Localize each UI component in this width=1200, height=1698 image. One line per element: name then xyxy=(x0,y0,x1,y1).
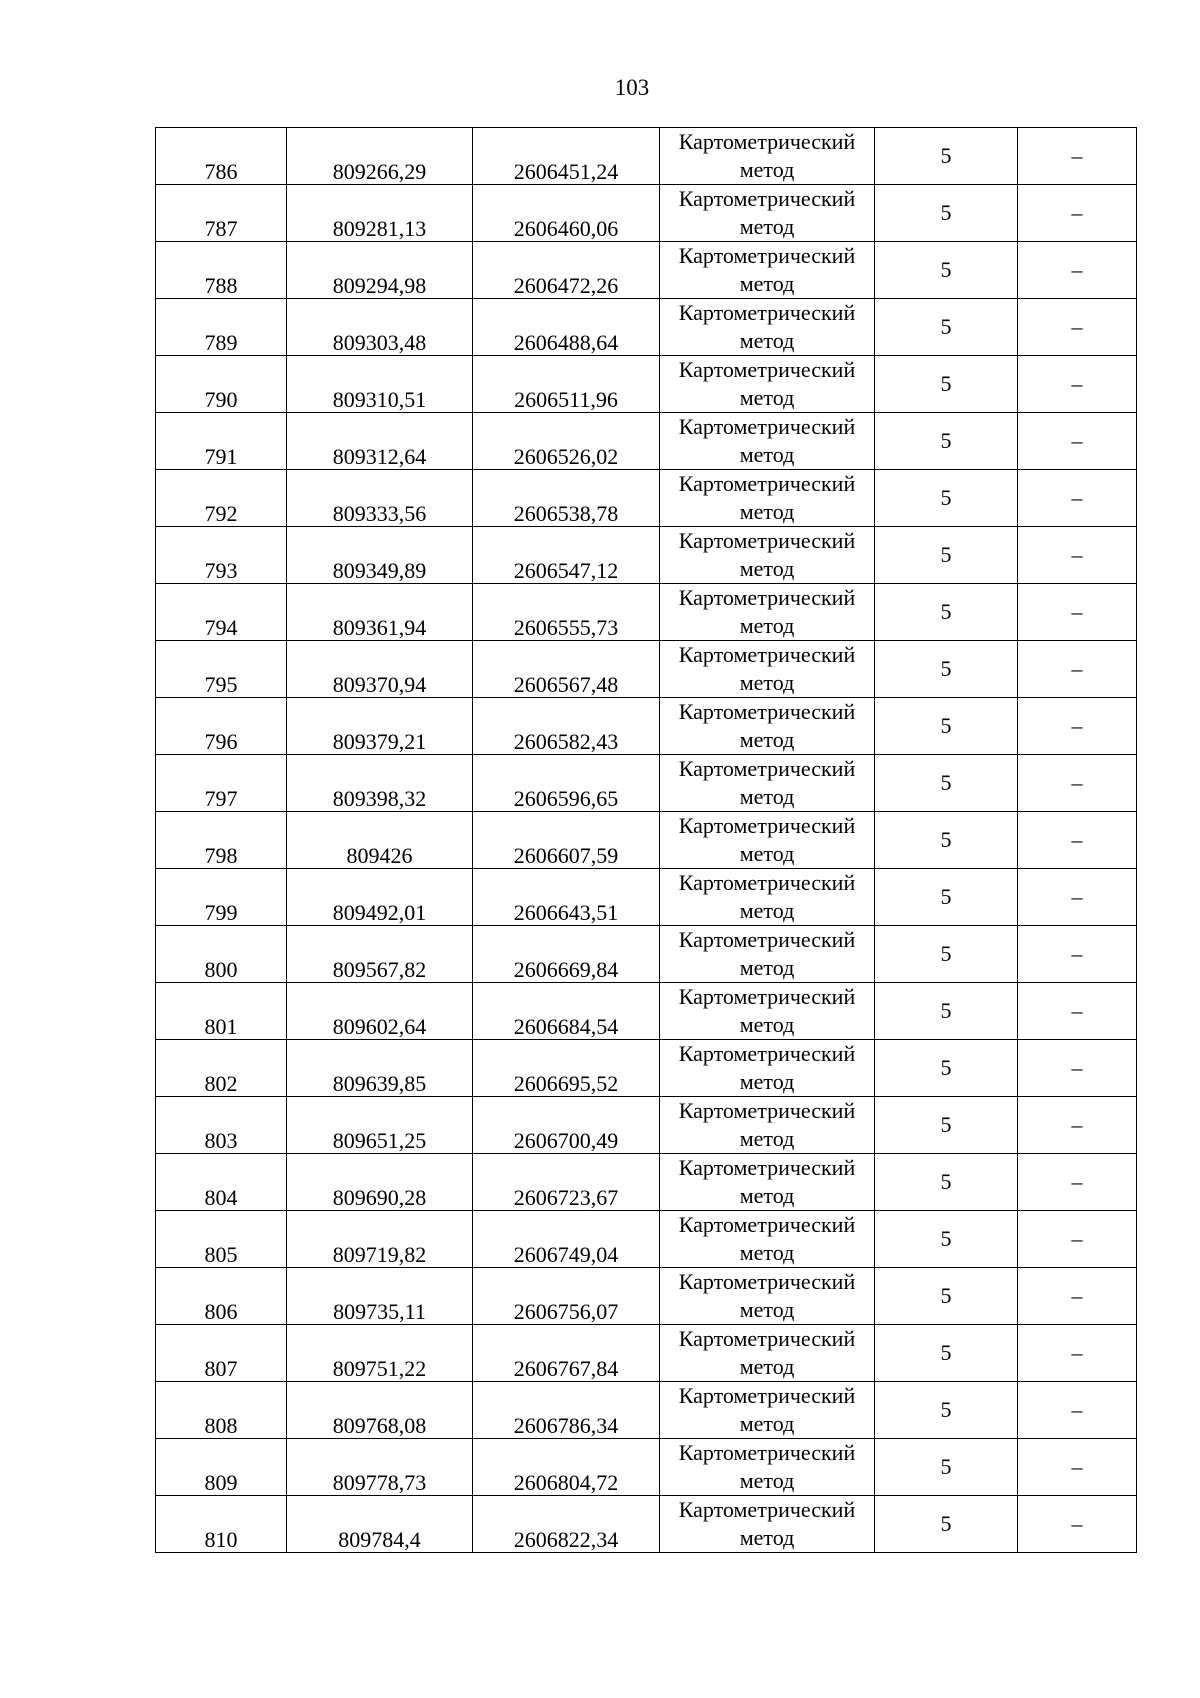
method-line-1: Картометрический xyxy=(678,300,856,325)
description-cell: – xyxy=(1018,584,1137,641)
precision-cell: 5 xyxy=(875,1382,1018,1439)
x-coordinate-cell: 809294,98 xyxy=(287,242,473,299)
x-coordinate-cell: 809567,82 xyxy=(287,926,473,983)
method-line-1: Картометрический xyxy=(678,528,856,553)
x-coordinate-cell: 809639,85 xyxy=(287,1040,473,1097)
table-row xyxy=(156,128,1137,185)
method-cell xyxy=(660,1211,875,1268)
method-line-2: метод xyxy=(739,727,795,752)
y-coordinate-cell: 2606582,43 xyxy=(473,698,660,755)
method-line-2: метод xyxy=(739,328,795,353)
y-coordinate-cell: 2606538,78 xyxy=(473,470,660,527)
x-coordinate-cell: 809778,73 xyxy=(287,1439,473,1496)
method-line-1: Картометрический xyxy=(678,414,856,439)
table-row xyxy=(156,1268,1137,1325)
x-coordinate-cell: 809751,22 xyxy=(287,1325,473,1382)
point-number-cell: 799 xyxy=(156,869,287,926)
x-coordinate-cell: 809312,64 xyxy=(287,413,473,470)
method-line-2: метод xyxy=(739,1240,795,1265)
x-coordinate-cell: 809361,94 xyxy=(287,584,473,641)
point-number-cell: 798 xyxy=(156,812,287,869)
method-line-1: Картометрический xyxy=(678,585,856,610)
x-coordinate-cell: 809735,11 xyxy=(287,1268,473,1325)
precision-cell: 5 xyxy=(875,983,1018,1040)
coordinates-table xyxy=(155,127,1137,1553)
description-cell: – xyxy=(1018,641,1137,698)
point-number-cell: 809 xyxy=(156,1439,287,1496)
x-coordinate-cell: 809492,01 xyxy=(287,869,473,926)
table-row xyxy=(156,584,1137,641)
method-cell xyxy=(660,698,875,755)
x-coordinate-cell: 809398,32 xyxy=(287,755,473,812)
y-coordinate-cell: 2606488,64 xyxy=(473,299,660,356)
method-cell xyxy=(660,1382,875,1439)
method-line-2: метод xyxy=(739,613,795,638)
y-coordinate-cell: 2606567,48 xyxy=(473,641,660,698)
point-number-cell: 803 xyxy=(156,1097,287,1154)
method-cell xyxy=(660,1325,875,1382)
point-number-cell: 805 xyxy=(156,1211,287,1268)
x-coordinate-cell: 809651,25 xyxy=(287,1097,473,1154)
description-cell: – xyxy=(1018,1496,1137,1553)
precision-cell: 5 xyxy=(875,584,1018,641)
method-line-2: метод xyxy=(739,784,795,809)
y-coordinate-cell: 2606756,07 xyxy=(473,1268,660,1325)
point-number-cell: 796 xyxy=(156,698,287,755)
method-line-1: Картометрический xyxy=(678,1098,856,1123)
description-cell: – xyxy=(1018,185,1137,242)
y-coordinate-cell: 2606723,67 xyxy=(473,1154,660,1211)
method-line-1: Картометрический xyxy=(678,1041,856,1066)
method-line-2: метод xyxy=(739,1354,795,1379)
y-coordinate-cell: 2606695,52 xyxy=(473,1040,660,1097)
method-line-1: Картометрический xyxy=(678,1383,856,1408)
table-row xyxy=(156,1211,1137,1268)
method-line-1: Картометрический xyxy=(678,699,856,724)
x-coordinate-cell: 809768,08 xyxy=(287,1382,473,1439)
description-cell: – xyxy=(1018,1382,1137,1439)
precision-cell: 5 xyxy=(875,1439,1018,1496)
description-cell: – xyxy=(1018,470,1137,527)
method-line-1: Картометрический xyxy=(678,927,856,952)
method-cell xyxy=(660,983,875,1040)
x-coordinate-cell: 809690,28 xyxy=(287,1154,473,1211)
description-cell: – xyxy=(1018,1040,1137,1097)
point-number-cell: 792 xyxy=(156,470,287,527)
y-coordinate-cell: 2606786,34 xyxy=(473,1382,660,1439)
point-number-cell: 788 xyxy=(156,242,287,299)
method-cell xyxy=(660,755,875,812)
method-line-1: Картометрический xyxy=(678,243,856,268)
y-coordinate-cell: 2606804,72 xyxy=(473,1439,660,1496)
method-line-1: Картометрический xyxy=(678,870,856,895)
description-cell: – xyxy=(1018,869,1137,926)
x-coordinate-cell: 809310,51 xyxy=(287,356,473,413)
table-row xyxy=(156,1439,1137,1496)
precision-cell: 5 xyxy=(875,128,1018,185)
precision-cell: 5 xyxy=(875,1268,1018,1325)
precision-cell: 5 xyxy=(875,1040,1018,1097)
y-coordinate-cell: 2606749,04 xyxy=(473,1211,660,1268)
point-number-cell: 806 xyxy=(156,1268,287,1325)
point-number-cell: 801 xyxy=(156,983,287,1040)
method-cell xyxy=(660,527,875,584)
method-cell xyxy=(660,926,875,983)
method-cell xyxy=(660,470,875,527)
x-coordinate-cell: 809266,29 xyxy=(287,128,473,185)
table-row xyxy=(156,1097,1137,1154)
point-number-cell: 807 xyxy=(156,1325,287,1382)
method-cell xyxy=(660,1439,875,1496)
method-cell xyxy=(660,299,875,356)
method-line-1: Картометрический xyxy=(678,186,856,211)
method-line-2: метод xyxy=(739,1126,795,1151)
precision-cell: 5 xyxy=(875,299,1018,356)
x-coordinate-cell: 809370,94 xyxy=(287,641,473,698)
precision-cell: 5 xyxy=(875,755,1018,812)
precision-cell: 5 xyxy=(875,527,1018,584)
point-number-cell: 802 xyxy=(156,1040,287,1097)
method-cell xyxy=(660,242,875,299)
y-coordinate-cell: 2606555,73 xyxy=(473,584,660,641)
x-coordinate-cell: 809281,13 xyxy=(287,185,473,242)
x-coordinate-cell: 809303,48 xyxy=(287,299,473,356)
precision-cell: 5 xyxy=(875,1325,1018,1382)
method-line-2: метод xyxy=(739,214,795,239)
y-coordinate-cell: 2606547,12 xyxy=(473,527,660,584)
table-row xyxy=(156,242,1137,299)
precision-cell: 5 xyxy=(875,812,1018,869)
precision-cell: 5 xyxy=(875,242,1018,299)
table-row xyxy=(156,1040,1137,1097)
method-line-2: метод xyxy=(739,385,795,410)
precision-cell: 5 xyxy=(875,1097,1018,1154)
method-cell xyxy=(660,869,875,926)
point-number-cell: 786 xyxy=(156,128,287,185)
method-cell xyxy=(660,1040,875,1097)
x-coordinate-cell: 809379,21 xyxy=(287,698,473,755)
precision-cell: 5 xyxy=(875,413,1018,470)
method-cell xyxy=(660,584,875,641)
method-line-1: Картометрический xyxy=(678,1212,856,1237)
method-line-2: метод xyxy=(739,1525,795,1550)
y-coordinate-cell: 2606643,51 xyxy=(473,869,660,926)
x-coordinate-cell: 809784,4 xyxy=(287,1496,473,1553)
method-line-1: Картометрический xyxy=(678,1440,856,1465)
description-cell: – xyxy=(1018,812,1137,869)
table-row xyxy=(156,1325,1137,1382)
description-cell: – xyxy=(1018,242,1137,299)
y-coordinate-cell: 2606669,84 xyxy=(473,926,660,983)
method-cell xyxy=(660,1268,875,1325)
table-row xyxy=(156,983,1137,1040)
method-line-2: метод xyxy=(739,1411,795,1436)
description-cell: – xyxy=(1018,1268,1137,1325)
precision-cell: 5 xyxy=(875,641,1018,698)
coordinates-table-body xyxy=(156,128,1137,1553)
description-cell: – xyxy=(1018,413,1137,470)
description-cell: – xyxy=(1018,299,1137,356)
point-number-cell: 795 xyxy=(156,641,287,698)
method-line-2: метод xyxy=(739,670,795,695)
table-row xyxy=(156,470,1137,527)
y-coordinate-cell: 2606684,54 xyxy=(473,983,660,1040)
table-row xyxy=(156,1154,1137,1211)
table-row xyxy=(156,641,1137,698)
y-coordinate-cell: 2606767,84 xyxy=(473,1325,660,1382)
point-number-cell: 808 xyxy=(156,1382,287,1439)
x-coordinate-cell: 809426 xyxy=(287,812,473,869)
y-coordinate-cell: 2606472,26 xyxy=(473,242,660,299)
method-cell xyxy=(660,185,875,242)
precision-cell: 5 xyxy=(875,1211,1018,1268)
precision-cell: 5 xyxy=(875,1154,1018,1211)
x-coordinate-cell: 809719,82 xyxy=(287,1211,473,1268)
method-line-1: Картометрический xyxy=(678,984,856,1009)
method-line-2: метод xyxy=(739,442,795,467)
method-line-2: метод xyxy=(739,271,795,296)
method-cell xyxy=(660,641,875,698)
method-line-1: Картометрический xyxy=(678,357,856,382)
y-coordinate-cell: 2606822,34 xyxy=(473,1496,660,1553)
method-line-2: метод xyxy=(739,157,795,182)
description-cell: – xyxy=(1018,983,1137,1040)
precision-cell: 5 xyxy=(875,926,1018,983)
table-row xyxy=(156,1382,1137,1439)
method-line-1: Картометрический xyxy=(678,1326,856,1351)
method-line-1: Картометрический xyxy=(678,642,856,667)
precision-cell: 5 xyxy=(875,1496,1018,1553)
method-line-1: Картометрический xyxy=(678,756,856,781)
method-line-2: метод xyxy=(739,1069,795,1094)
method-cell xyxy=(660,413,875,470)
description-cell: – xyxy=(1018,926,1137,983)
point-number-cell: 800 xyxy=(156,926,287,983)
method-line-2: метод xyxy=(739,955,795,980)
method-cell xyxy=(660,1154,875,1211)
point-number-cell: 794 xyxy=(156,584,287,641)
y-coordinate-cell: 2606511,96 xyxy=(473,356,660,413)
method-line-2: метод xyxy=(739,1183,795,1208)
method-line-1: Картометрический xyxy=(678,1269,856,1294)
point-number-cell: 804 xyxy=(156,1154,287,1211)
y-coordinate-cell: 2606700,49 xyxy=(473,1097,660,1154)
method-line-2: метод xyxy=(739,898,795,923)
y-coordinate-cell: 2606451,24 xyxy=(473,128,660,185)
method-line-1: Картометрический xyxy=(678,1497,856,1522)
method-line-1: Картометрический xyxy=(678,1155,856,1180)
y-coordinate-cell: 2606607,59 xyxy=(473,812,660,869)
table-row xyxy=(156,527,1137,584)
table-row xyxy=(156,755,1137,812)
method-line-2: метод xyxy=(739,1468,795,1493)
method-cell xyxy=(660,1496,875,1553)
method-line-2: метод xyxy=(739,499,795,524)
y-coordinate-cell: 2606596,65 xyxy=(473,755,660,812)
method-line-1: Картометрический xyxy=(678,471,856,496)
table-row xyxy=(156,698,1137,755)
precision-cell: 5 xyxy=(875,698,1018,755)
description-cell: – xyxy=(1018,356,1137,413)
table-row xyxy=(156,869,1137,926)
description-cell: – xyxy=(1018,755,1137,812)
method-cell xyxy=(660,1097,875,1154)
table-row xyxy=(156,413,1137,470)
point-number-cell: 790 xyxy=(156,356,287,413)
description-cell: – xyxy=(1018,527,1137,584)
x-coordinate-cell: 809333,56 xyxy=(287,470,473,527)
method-line-1: Картометрический xyxy=(678,129,856,154)
method-cell xyxy=(660,128,875,185)
table-row xyxy=(156,926,1137,983)
description-cell: – xyxy=(1018,1439,1137,1496)
precision-cell: 5 xyxy=(875,869,1018,926)
y-coordinate-cell: 2606526,02 xyxy=(473,413,660,470)
table-row xyxy=(156,1496,1137,1553)
x-coordinate-cell: 809349,89 xyxy=(287,527,473,584)
precision-cell: 5 xyxy=(875,185,1018,242)
method-line-2: метод xyxy=(739,1297,795,1322)
description-cell: – xyxy=(1018,1097,1137,1154)
description-cell: – xyxy=(1018,698,1137,755)
method-cell xyxy=(660,356,875,413)
point-number-cell: 810 xyxy=(156,1496,287,1553)
table-row xyxy=(156,356,1137,413)
x-coordinate-cell: 809602,64 xyxy=(287,983,473,1040)
precision-cell: 5 xyxy=(875,356,1018,413)
y-coordinate-cell: 2606460,06 xyxy=(473,185,660,242)
method-cell xyxy=(660,812,875,869)
table-row xyxy=(156,185,1137,242)
precision-cell: 5 xyxy=(875,470,1018,527)
page-number: 103 xyxy=(614,75,650,100)
description-cell: – xyxy=(1018,1211,1137,1268)
method-line-2: метод xyxy=(739,1012,795,1037)
method-line-2: метод xyxy=(739,841,795,866)
point-number-cell: 797 xyxy=(156,755,287,812)
method-line-1: Картометрический xyxy=(678,813,856,838)
point-number-cell: 791 xyxy=(156,413,287,470)
description-cell: – xyxy=(1018,1325,1137,1382)
method-line-2: метод xyxy=(739,556,795,581)
point-number-cell: 787 xyxy=(156,185,287,242)
description-cell: – xyxy=(1018,128,1137,185)
point-number-cell: 793 xyxy=(156,527,287,584)
description-cell: – xyxy=(1018,1154,1137,1211)
point-number-cell: 789 xyxy=(156,299,287,356)
table-row xyxy=(156,812,1137,869)
table-row xyxy=(156,299,1137,356)
